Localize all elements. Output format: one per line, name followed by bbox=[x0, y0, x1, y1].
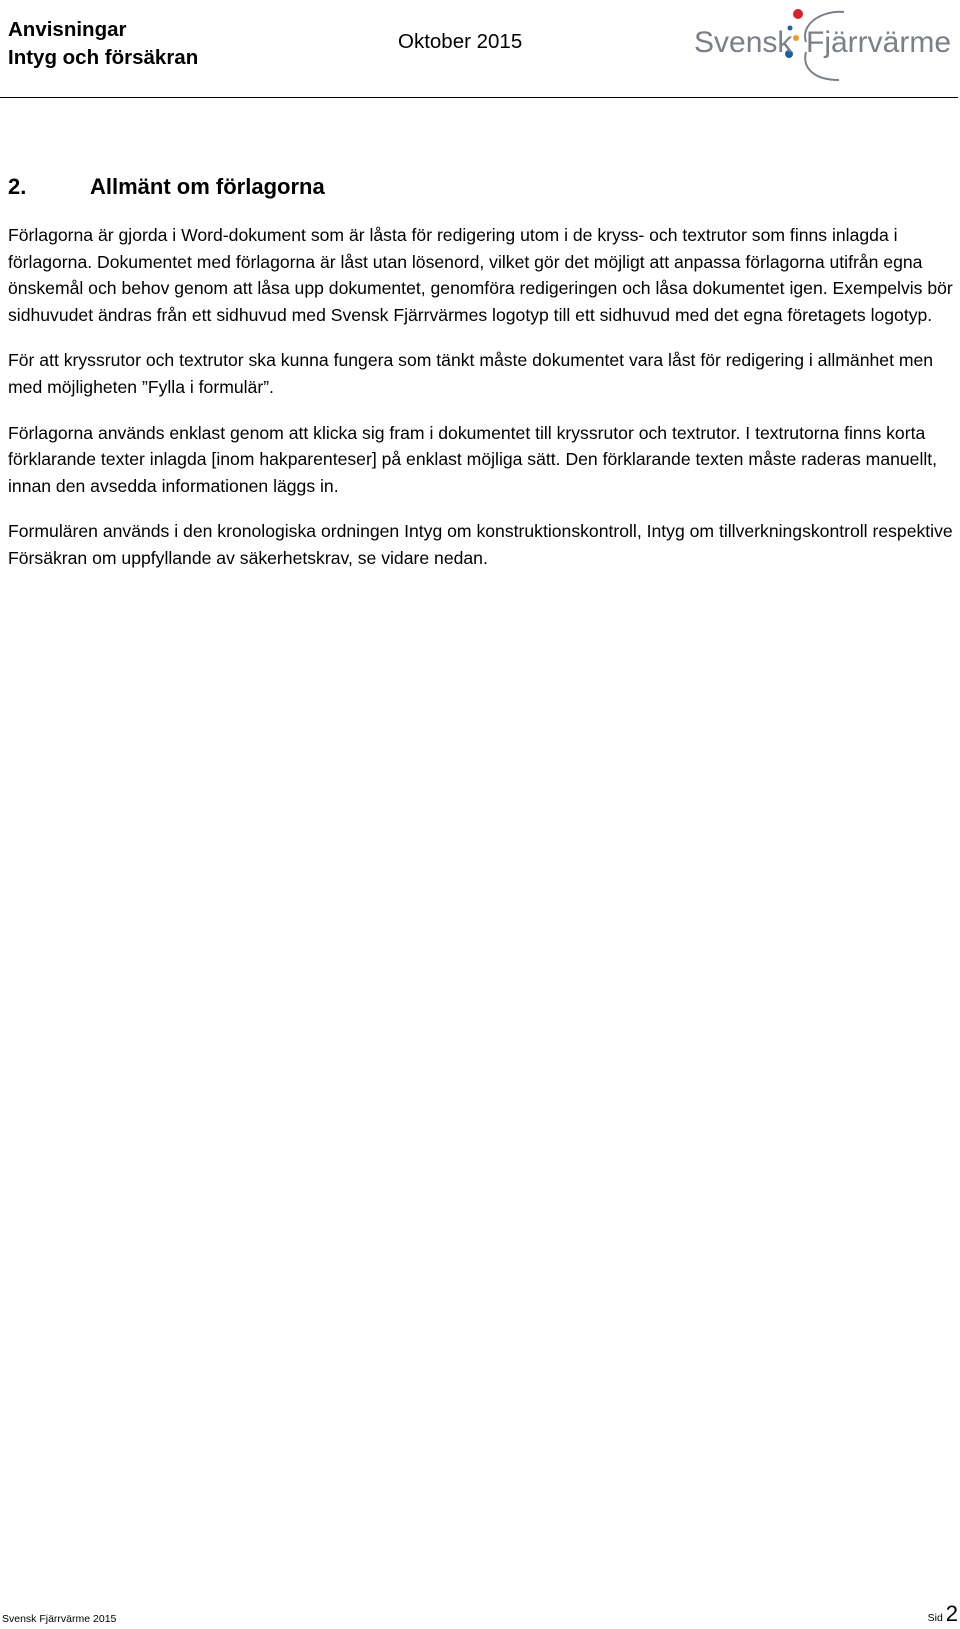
logo-text-fjarrvarme: Fjärrvärme bbox=[806, 26, 952, 59]
paragraph: För att kryssrutor och textrutor ska kunna fungera som tänkt måste dokumentet vara låst för redigering i allmänhet men med möjligheten ”Fylla i formulär”. bbox=[8, 350, 934, 397]
page-number bbox=[928, 1601, 958, 1627]
document-title-line1: Anvisningar bbox=[8, 18, 127, 41]
body-text bbox=[8, 222, 953, 591]
document-title-line2: Intyg och försäkran bbox=[8, 46, 199, 69]
section-heading bbox=[8, 172, 325, 202]
logo-dot-orange bbox=[793, 35, 799, 41]
footer-organization: Svensk Fjärrvärme 2015 bbox=[2, 1613, 117, 1625]
paragraph: Förlagorna är gjorda i Word-dokument som är låsta för redigering utom i de kryss- och textrutor som finns inlagda i förlagorna. Dokumentet med förlagorna är låst utan lösenord, vilket gör det möjligt att anpassa förlagorna utifrån egna önskemål och behov genom att låsa upp dokumentet, genomföra redigeringen och låsa dokumentet igen. Exempelvis bör sidhuvudet ändras från ett sidhuvud med Svensk Fjärrvärmes logotyp till ett sidhuvud med det egna företagets logotyp. bbox=[8, 225, 953, 325]
header-divider bbox=[0, 97, 958, 98]
section-number: 2. bbox=[8, 174, 27, 199]
page-number-prefix: Sid bbox=[927, 1612, 943, 1624]
svensk-fjarrvarme-logo bbox=[694, 2, 954, 82]
paragraph: Formulären används i den kronologiska ordningen Intyg om konstruktionskontroll, Intyg om tillverkningskontroll respektive Försäkran om uppfyllande av säkerhetskrav, se vidare nedan. bbox=[8, 521, 953, 568]
page-header bbox=[0, 0, 960, 100]
document-title bbox=[8, 16, 198, 72]
paragraph: Förlagorna används enklast genom att klicka sig fram i dokumentet till kryssrutor och textrutor. I textrutorna finns korta förklarande texter inlagda [inom hakparenteser] på enklast möjliga sätt. Den förklarande texten måste raderas manuellt, innan den avsedda informationen läggs in. bbox=[8, 422, 938, 496]
page-number-value: 2 bbox=[945, 1601, 958, 1626]
document-date: Oktober 2015 bbox=[398, 30, 523, 53]
logo-dot-red bbox=[793, 9, 803, 19]
section-title: Allmänt om förlagorna bbox=[90, 174, 325, 199]
logo-text-svensk: Svensk bbox=[694, 26, 793, 59]
